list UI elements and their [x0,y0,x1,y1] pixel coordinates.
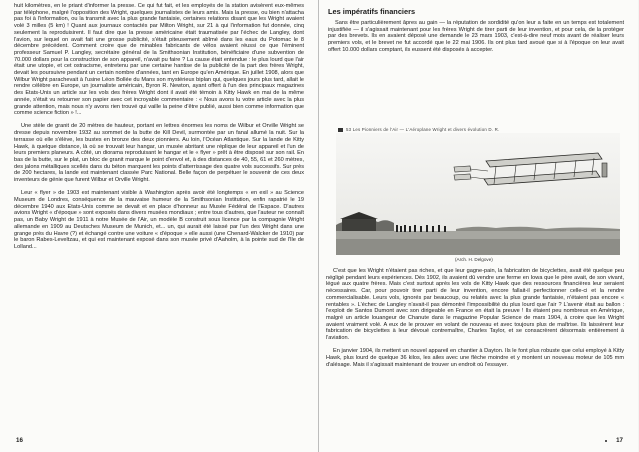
biplane-photo-illustration [336,133,620,255]
page-number: 16 [16,437,23,444]
plate-marker [338,128,343,132]
photo-credit: (Arch. H. Delgove) [455,257,493,262]
historical-photo [336,133,620,255]
paragraph: huit kilomètres, en le priant d'informer la presse. Ce qui fut fait, et les employés de la station avisèrent eux-mêmes par téléphone, malgré l'opposition des Wright, quelques journalistes de leurs amis. Mais la presse, ou bien n'attacha pas foi à l'information, ou la transmit avec la plus grande fantaisie, certaines relations disant que les Wright avaient volé 3 milles (5 km) ! Quant aux journaux contactés par Milton Wright, sur 21 à qui l'information fut donnée, cinq seulement la reproduisirent. Il faut dire que la presse américaine était traumatisée par l'échec de Langley, dont l'avion, sur lequel on avait fait une grosse publicité, s'était piteusement abîmé dans les eaux du Potomac le 8 décembre précédent. Comment croire que de minables fabricants de vélos avaient réussi ce que l'éminent professeur Samuel P. Langley, secrétaire général de la Smithsonian Institution, bénéficiaire d'une subvention de 70.000 dollars pour la construction de son appareil, n'avait pu faire ? La cause était entendue : le plus lourd que l'air était une utopie, et cet ostracisme, entretenu par une certaine hantise de la publicité de la part des frères Wright, devait les poursuivre pendant un certain nombre d'années, tant en Europe qu'en Amérique. En juillet 1908, alors que Wilbur Wright parachevait à l'usine Léon Bollée du Mans son mystérieux biplan qui, quelques jours plus tard, allait le rendre célèbre en Europe, un journaliste américain, Byron R. Newton, ayant offert à l'un des principaux magazines des Etats-Unis un article sur les vols des frères Wright dont il avait été témoin à Kitty Hawk en mai de la même année, s'était vu retourner son papier avec cet incroyable commentaire : « Nous avons lu votre article avec la plus grande attention, mais nous n'y avons rien trouvé qui vaille la peine d'être publié, aussi bien comme information que comme science fiction » !... [14,3,304,117]
right-page-body [326,268,624,368]
page-dot [605,440,607,442]
page-number: 17 [616,437,623,444]
left-page-text [14,3,304,251]
paragraph: En janvier 1904, ils mettent un nouvel appareil en chantier à Dayton. Ils le font plus robuste que celui employé à Kitty Hawk, plus lourd de quelque 36 kilos, les ailes avec une flèche moindre et y montent un nouveau moteur de 105 mm d'alésage. Mais il s'agissait maintenant de trouver un endroit où l'essayer. [326,348,624,368]
paragraph: Une stèle de granit de 20 mètres de hauteur, portant en lettres énormes les noms de Wilbur et Orville Wright se dresse depuis novembre 1932 au sommet de la butte de Kill Devil, surmontée par un fanal allumé la nuit. Sur la terrasse où elle s'élève, les bustes en bronze des deux pionniers. Au loin, l'Océan Atlantique. Sur la lande de Kitty Hawk, à quelque distance, là où se trouvait leur hangar, un musée abritant une réplique de leur appareil et l'un de leurs premiers planeurs. A côté, un diorama reproduisant le hangar et le « flyer » prêt à être disposé sur son rail. En bas de la butte, sur le plat, un bloc de granit marque le point d'envol et, à des distances de 40, 55, 61 et 260 mètres, des jalons métalliques scellés dans du béton marquent les points d'atterrissage des quatre vols successifs. Sur près de 200 hectares, la lande est maintenant classée Parc National. Belle façon de perpétuer le souvenir de ces deux inventeurs de génie que furent Wilbur et Orville Wright. [14,123,304,184]
left-page [0,0,319,452]
intro-text [328,20,624,54]
paragraph: Sans être particulièrement âpres au gain — la réputation de sordidité qu'on leur a faite en un temps est totalement injustifiée — il s'agissait maintenant pour les frères Wright de tirer parti de leur invention, et pour cela, de la protéger par des brevets. Ils en avaient déposé une demande le 23 mars 1903, c'est-à-dire neuf mois avant de réaliser leurs premiers vols, et le brevet ne fut accordé que le 22 mai 1906. Ils ont plus tard avoué que si à l'époque on leur avait offert 10.000 dollars comptant, ils eussent été disposés à accepter. [328,20,624,53]
paragraph: C'est que les Wright n'étaient pas riches, et que leur gagne-pain, la fabrication de bicyclettes, avait été quelque peu négligé pendant leurs expériences. Dès 1902, ils avaient dû vendre une ferme en Iowa que le père avait, de son vivant, légué aux quatre frères. Mais c'est surtout après les vols de Kitty Hawk que des ressources financières leur seraient nécessaires. Car, pour pouvoir tirer parti de leur invention, encore fallait-il perfectionner celle-ci et la rendre commercialisable. Leurs vols, ignorés par beaucoup, ou relatés avec la plus grande fantaisie, n'étaient pas encore « rentables ». L'échec de Langley n'avait-il pas démontré l'impossibilité du plus lourd que l'air ? L'avenir était au ballon : l'exploit de Santos Dumont avec son dirigeable en France en était la preuve ! Ils étaient peu nombreux en Amérique, malgré un article louangeur de Chanute dans le magazine Popular Science de mars 1904, à croire que les Wright avaient vraiment volé. A eux de le prouver en volant de nouveau et avec toujours plus de maîtrise. Ils laissèrent leur fabrication de bicyclettes à leur dévoué contremaître, Charles Taylor, et se consacrèrent désormais entièrement à l'aviation. [326,268,624,342]
paragraph: Leur « flyer » de 1903 est maintenant visible à Washington après avoir été longtemps « en exil » au Science Museum de Londres, conséquence de la mauvaise humeur de la Smithsonian Institution, enfin rapatrié le 19 décembre 1940 aux Etats-Unis comme se devait et en place d'honneur au Musée Fédéral de l'Espace. D'autres avions Wright « d'époque » sont exposés dans divers musées mondiaux ; entre tous d'autres, que l'auteur ne connaît pas, un Baby Wright de 1911 à notre Musée de l'Air, un modèle B construit sous licence par la compagnie Wright allemande en 1909 au Deutsches Museum de Munich, et... un, qui aurait été laissé par l'un des Wright dans une grange près du Havre (?) et échangé contre une voiture « d'époque » elle aussi (une Chenard-Walcker de 1910) par le baron Rabes-Leveltzau, et qui est maintenant exposé dans son musée privé d'Aaholm, à la pointe sud de l'Ile de Lolland... [14,190,304,250]
section-heading: Les impératifs financiers [328,7,416,16]
plate-caption [338,127,608,132]
plate-caption-text: 53 Les Pionniers de l'Air — L'Aéroplane Wright et divers évolution D. R. [346,127,500,132]
